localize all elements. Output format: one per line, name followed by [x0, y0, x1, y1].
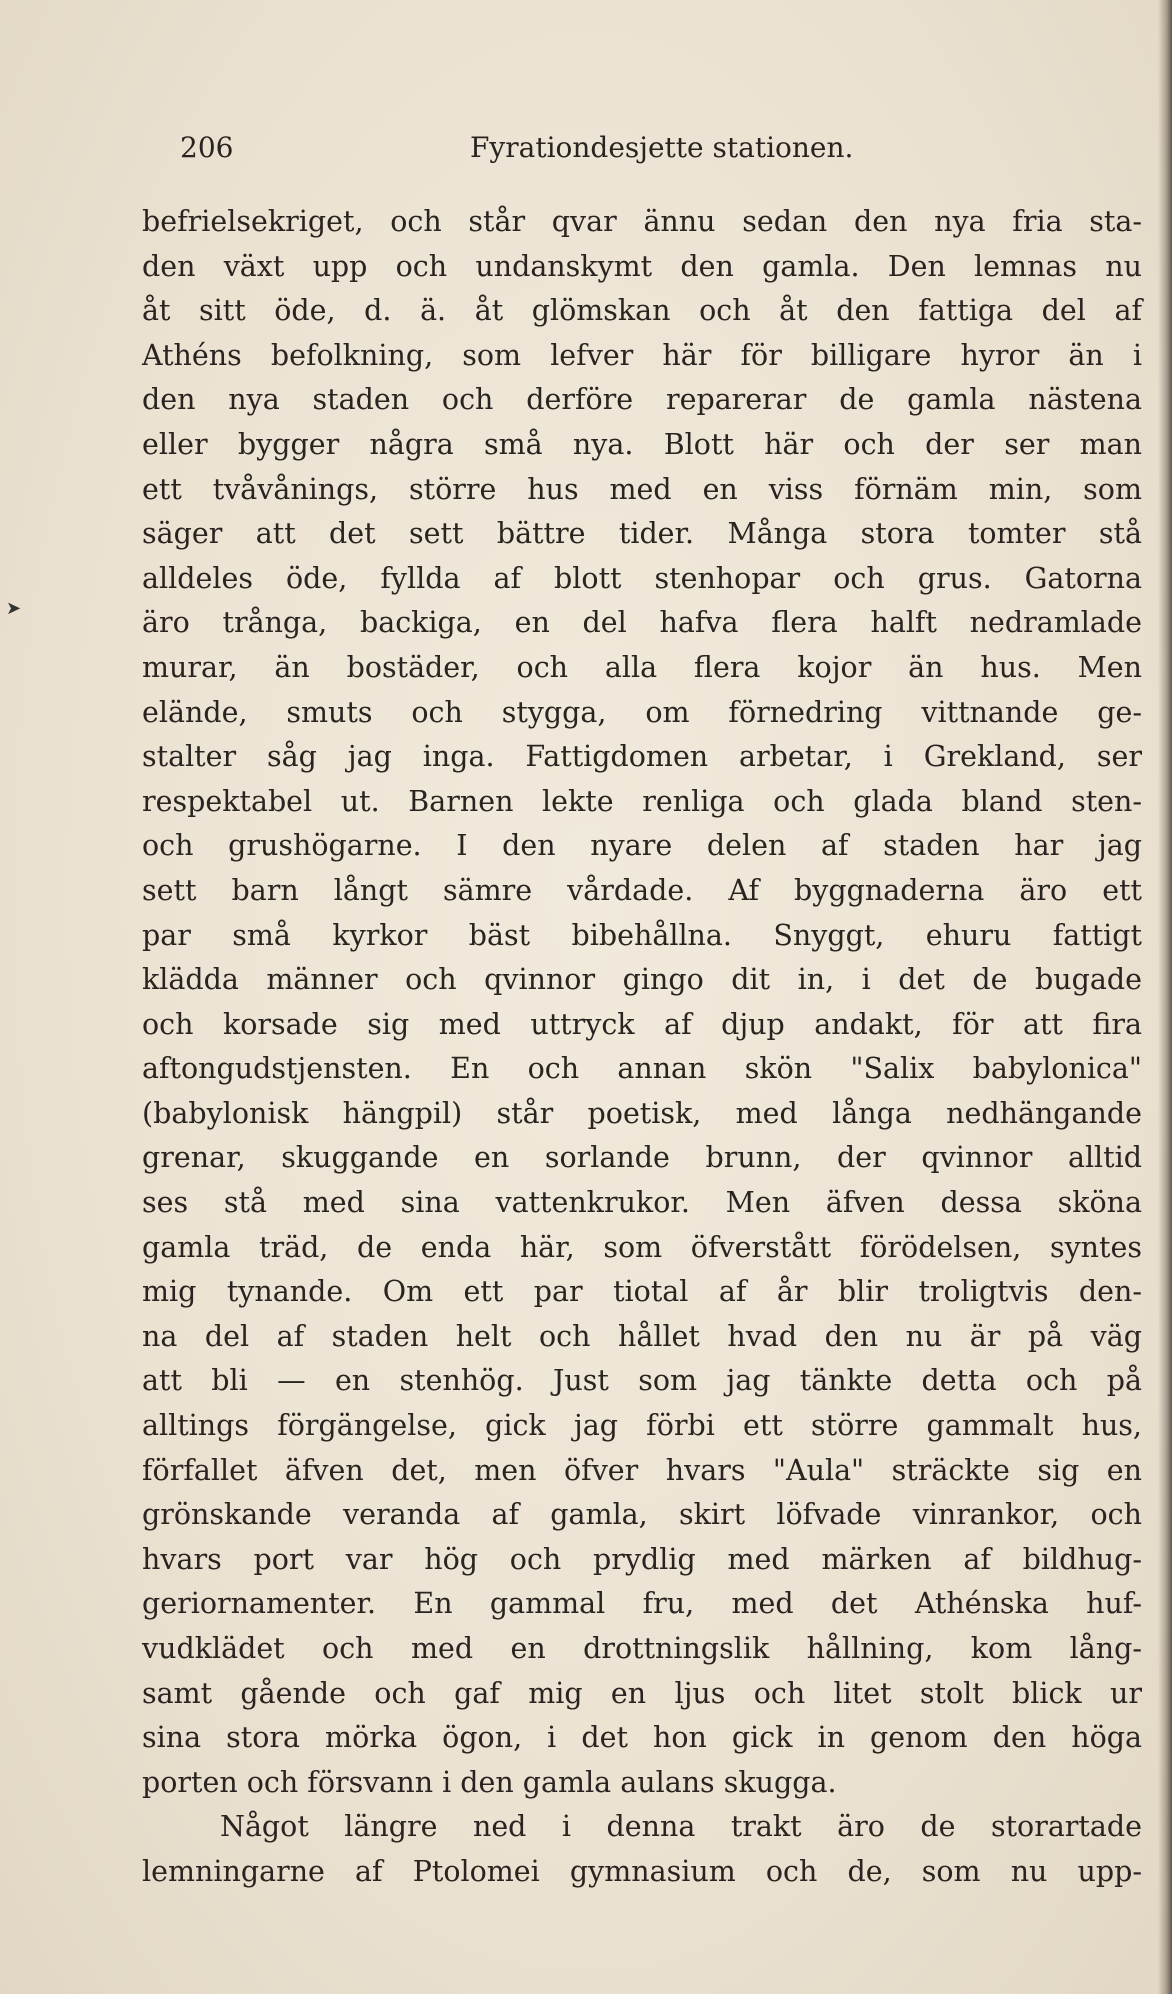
text-line: ses stå med sina vattenkrukor. Men äfven dessa sköna	[142, 1186, 1142, 1220]
text-line: alltings förgängelse, gick jag förbi ett större gammalt hus,	[142, 1409, 1142, 1443]
text-line: Athéns befolkning, som lefver här för billigare hyror än i	[142, 338, 1142, 372]
text-line: och korsade sig med uttryck af djup andakt, för att fira	[142, 1007, 1142, 1041]
text-line: vudklädet och med en drottningslik hållning, kom lång-	[142, 1632, 1142, 1665]
text-line: aftongudstjensten. En och annan skön "Salix babylonica"	[142, 1052, 1142, 1086]
text-line: äro trånga, backiga, en del hafva flera halft nedramlade	[142, 606, 1142, 640]
text-line: porten och försvann i den gamla aulans skugga.	[142, 1765, 837, 1799]
text-line: par små kyrkor bäst bibehållna. Snyggt, ehuru fattigt	[142, 918, 1142, 952]
text-line: sett barn långt sämre vårdade. Af byggnaderna äro ett	[142, 873, 1142, 907]
running-head-title: Fyrationdesjette stationen.	[470, 131, 854, 164]
page-number: 206	[180, 131, 234, 164]
text-line: mig tynande. Om ett par tiotal af år blir troligtvis den-	[142, 1275, 1142, 1309]
text-line: befrielsekriget, och står qvar ännu sedan den nya fria sta-	[142, 205, 1142, 238]
text-line: samt gående och gaf mig en ljus och litet stolt blick ur	[142, 1676, 1142, 1710]
text-line: alldeles öde, fyllda af blott stenhopar och grus. Gatorna	[142, 561, 1142, 595]
body-text	[142, 200, 1142, 1895]
text-line: den nya staden och derföre reparerar de gamla nästena	[142, 383, 1142, 417]
running-head	[150, 128, 1130, 168]
text-line: eller bygger några små nya. Blott här och der ser man	[142, 427, 1142, 461]
text-line: ett tvåvånings, större hus med en viss förnäm min, som	[142, 472, 1142, 506]
text-line: murar, än bostäder, och alla flera kojor än hus. Men	[142, 650, 1142, 684]
margin-mark-icon: ➤	[6, 598, 22, 619]
text-line: klädda männer och qvinnor gingo dit in, i det de bugade	[142, 963, 1142, 997]
text-line: (babylonisk hängpil) står poetisk, med långa nedhängande	[142, 1096, 1142, 1130]
text-line: gamla träd, de enda här, som öfverstått förödelsen, syntes	[142, 1230, 1142, 1264]
text-line: och grushögarne. I den nyare delen af staden har jag	[142, 829, 1142, 863]
text-line: sina stora mörka ögon, i det hon gick in genom den höga	[142, 1721, 1142, 1755]
text-line: grenar, skuggande en sorlande brunn, der qvinnor alltid	[142, 1141, 1142, 1175]
text-line: grönskande veranda af gamla, skirt löfvade vinrankor, och	[142, 1498, 1142, 1532]
text-line: att bli — en stenhög. Just som jag tänkte detta och på	[142, 1364, 1142, 1398]
text-line: åt sitt öde, d. ä. åt glömskan och åt den fattiga del af	[142, 294, 1142, 328]
text-line: na del af staden helt och hållet hvad den nu är på väg	[142, 1319, 1142, 1353]
text-line: stalter såg jag inga. Fattigdomen arbetar, i Grekland, ser	[142, 740, 1142, 774]
text-line: Något längre ned i denna trakt äro de storartade	[220, 1810, 1142, 1844]
text-line: elände, smuts och stygga, om förnedring vittnande ge-	[142, 695, 1142, 729]
page-edge-shadow	[1158, 0, 1172, 1994]
text-line: geriornamenter. En gammal fru, med det Athénska huf-	[142, 1587, 1142, 1621]
text-line: respektabel ut. Barnen lekte renliga och glada bland sten-	[142, 784, 1142, 818]
text-line: hvars port var hög och prydlig med märken af bildhug-	[142, 1542, 1142, 1576]
text-line: säger att det sett bättre tider. Många stora tomter stå	[142, 517, 1142, 551]
text-line: förfallet äfven det, men öfver hvars "Aula" sträckte sig en	[142, 1453, 1142, 1487]
text-line: lemningarne af Ptolomei gymnasium och de, som nu upp-	[142, 1854, 1142, 1888]
text-line: den växt upp och undanskymt den gamla. Den lemnas nu	[142, 249, 1142, 283]
